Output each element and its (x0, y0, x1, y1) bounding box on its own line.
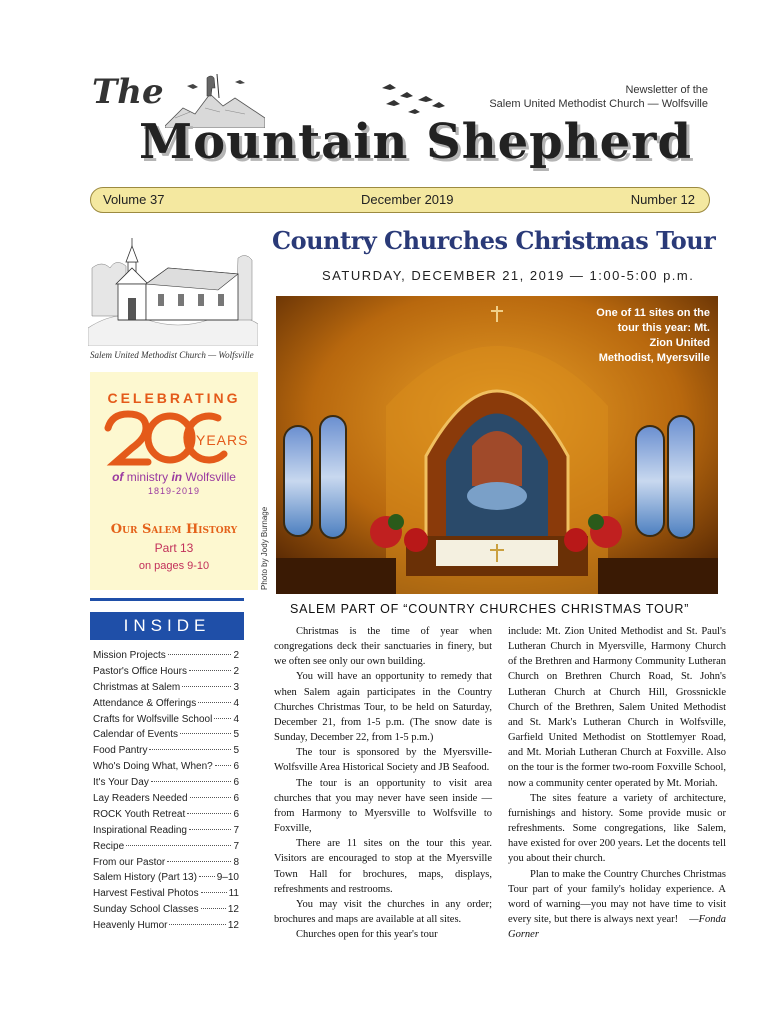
toc-item-label: Attendance & Offerings (93, 697, 197, 709)
toc-leader-dots (214, 718, 231, 719)
toc-leader-dots (187, 813, 231, 814)
church-caption: Salem United Methodist Church — Wolfsville (90, 350, 254, 360)
paragraph-text: You may visit the churches in any order; brochures and maps are available at all sites. (274, 898, 492, 925)
photo-credit: Photo by Jody Burnage (260, 506, 269, 590)
toc-leader-dots (189, 670, 231, 671)
toc-leader-dots (180, 733, 231, 734)
toc-item (93, 761, 239, 777)
toc-leader-dots (149, 749, 231, 750)
issue-info-bar (90, 187, 710, 213)
toc-item-label: Inspirational Reading (93, 824, 187, 836)
years-label: YEARS (196, 432, 249, 448)
toc-item-label: Recipe (93, 840, 125, 852)
toc-item-label: Pastor's Office Hours (93, 665, 187, 677)
toc-leader-dots (201, 892, 227, 893)
toc-leader-dots (201, 908, 226, 909)
toc-item-label: Food Pantry (93, 745, 148, 757)
toc-item (93, 872, 239, 888)
article-paragraph (274, 669, 492, 745)
celebrating-200-years-box (90, 372, 258, 590)
article-paragraph (508, 867, 726, 943)
photo-caption: One of 11 sites on the tour this year: Mt. Zion United Methodist, Myersville (596, 307, 710, 364)
newsletter-subtitle-line1: Newsletter of the (625, 84, 708, 96)
toc-item (93, 666, 239, 682)
toc-item-page: 8 (233, 856, 239, 868)
toc-leader-dots (151, 781, 232, 782)
article-paragraph (274, 624, 492, 669)
toc-item (93, 650, 239, 666)
article-paragraph (274, 776, 492, 837)
toc-item-page: 6 (233, 761, 239, 773)
toc-leader-dots (189, 829, 231, 830)
inside-heading: INSIDE (90, 612, 244, 640)
toc-leader-dots (126, 845, 231, 846)
article-title: Country Churches Christmas Tour (272, 226, 716, 255)
toc-item-page: 7 (233, 840, 239, 852)
toc-item-page: 4 (233, 697, 239, 709)
church-interior-photo (276, 296, 718, 594)
issue-date: December 2019 (361, 192, 454, 207)
church-drawing (88, 228, 258, 346)
paragraph-text: There are 11 sites on the tour this year. Visitors are encouraged to stop at the Myersville Town Hall for brochures, maps, displays, refreshments and restrooms. (274, 838, 492, 895)
toc-item (93, 793, 239, 809)
toc-item (93, 841, 239, 857)
newsletter-title: Mountain Shepherd (139, 114, 693, 170)
toc-leader-dots (190, 797, 232, 798)
author-signature: —Fonda Gorner (508, 913, 727, 941)
toc-item (93, 904, 239, 920)
toc-item (93, 745, 239, 761)
toc-item-label: From our Pastor (93, 856, 166, 868)
newsletter-subtitle-line2: Salem United Methodist Church — Wolfsville (489, 98, 708, 110)
paragraph-text: include: Mt. Zion United Methodist and St. Paul's Lutheran Church in Myersville, Harmony Church of the Brethren and Harmony Community Lutheran Church on Brethren Church Road, St. John's Lutheran Church at Church Hill, Grossnickle Church of the Brethren, Salem United Methodist and St. Mark's Lutheran Church in Wolfsville, Garfield United Methodist on Stottlemyer Road, and Mt. Moriah Lutheran Church at Foxville. Also on the tour is the former two-room Foxville School, now a community center operated by Mt. Moriah. (508, 626, 726, 789)
toc-item-label: Crafts for Wolfsville School (93, 713, 213, 725)
toc-item-label: Harvest Festival Photos (93, 888, 199, 900)
ministry-place: Wolfsville (185, 470, 236, 484)
toc-item-page: 4 (233, 713, 239, 725)
toc-item-page: 12 (227, 920, 239, 932)
section-heading: SALEM PART OF “COUNTRY CHURCHES CHRISTMAS TOUR” (290, 602, 690, 616)
toc-item-page: 3 (233, 681, 239, 693)
toc-item (93, 920, 239, 936)
article-paragraph (274, 927, 492, 942)
toc-leader-dots (215, 765, 232, 766)
article-paragraph (274, 745, 492, 775)
toc-item-page: 2 (233, 665, 239, 677)
issue-number: Number 12 (630, 192, 695, 207)
toc-item-label: Sunday School Classes (93, 904, 199, 916)
toc-item (93, 888, 239, 904)
toc-leader-dots (168, 654, 232, 655)
toc-item-label: Salem History (Part 13) (93, 872, 197, 884)
article-column-2 (508, 624, 726, 942)
article-paragraph (508, 624, 726, 791)
ministry-line (90, 470, 258, 484)
toc-item (93, 777, 239, 793)
toc-item-page: 6 (233, 777, 239, 789)
paragraph-text: Christmas is the time of year when congregations deck their sanctuaries in finery, but we often see only our own building. (274, 626, 492, 668)
paragraph-text: The tour is sponsored by the Myersville-Wolfsville Area Historical Society and JB Seafood. (274, 747, 492, 774)
paragraph-text: Plan to make the Country Churches Christmas Tour part of your family's holiday experience. A word of warning—you may not have time to visit every site, but there is always next year! (508, 868, 726, 925)
toc-item-page: 9–10 (216, 872, 239, 884)
toc-item-label: Mission Projects (93, 650, 166, 661)
toc-leader-dots (167, 861, 231, 862)
toc-item-page: 11 (228, 888, 239, 900)
ministry-in: in (171, 470, 183, 484)
history-pages: on pages 9-10 (138, 560, 210, 572)
toc-item-label: ROCK Youth Retreat (93, 808, 186, 820)
article-subtitle: SATURDAY, DECEMBER 21, 2019 — 1:00-5:00 p.m. (322, 268, 695, 283)
masthead-the: The (92, 72, 164, 112)
article-paragraph (274, 836, 492, 897)
toc-item-page: 7 (233, 824, 239, 836)
toc-leader-dots (199, 876, 215, 877)
toc-item (93, 809, 239, 825)
toc-item-page: 2 (233, 650, 239, 661)
toc-item (93, 857, 239, 873)
toc-item-label: Calendar of Events (93, 729, 179, 741)
toc-item (93, 698, 239, 714)
celebrating-heading: CELEBRATING (107, 390, 241, 406)
toc-leader-dots (182, 686, 231, 687)
toc-leader-dots (169, 924, 225, 925)
paragraph-text: You will have an opportunity to remedy that when Salem again participates in the Country Churches Christmas Tour, to be held on Saturday, December 21, from 1-5 p.m. (The snow date is Sunday, December 22, from 1-5 p.m.) (274, 671, 492, 744)
toc-item-label: Heavenly Humor (93, 920, 168, 932)
toc-item-label: Who's Doing What, When? (93, 761, 213, 773)
paragraph-text: The sites feature a variety of architecture, furnishings and history. Some provide music or refreshments. Some congregations, like Salem, have existed for over 200 years. Let the docents tell you about their church. (508, 792, 726, 865)
toc-item (93, 729, 239, 745)
toc-leader-dots (198, 702, 231, 703)
inside-divider (90, 598, 244, 601)
toc-item (93, 825, 239, 841)
anniversary-dates: 1819-2019 (147, 486, 201, 496)
article-paragraph (508, 791, 726, 867)
article-column-1 (274, 624, 492, 942)
toc-item-page: 12 (227, 904, 239, 916)
table-of-contents (93, 650, 239, 936)
salem-history-heading: Our Salem History (110, 522, 238, 537)
toc-item-page: 6 (233, 793, 239, 805)
toc-item-page: 5 (233, 729, 239, 741)
toc-item (93, 714, 239, 730)
toc-item-label: Lay Readers Needed (93, 793, 188, 805)
history-part: Part 13 (154, 541, 194, 555)
ministry-of: of (112, 470, 124, 484)
paragraph-text: The tour is an opportunity to visit area churches that you may never have seen inside — from Harmony to Myersville to Wolfsville to Foxville, (274, 777, 492, 835)
article-paragraph (274, 897, 492, 927)
toc-item (93, 682, 239, 698)
toc-item-label: Christmas at Salem (93, 681, 181, 693)
paragraph-text: Churches open for this year's tour (296, 929, 438, 941)
ministry-word: ministry (126, 470, 169, 484)
toc-item-page: 5 (233, 745, 239, 757)
volume-label: Volume 37 (103, 192, 165, 207)
toc-item-label: It's Your Day (93, 777, 149, 789)
toc-item-page: 6 (233, 808, 239, 820)
